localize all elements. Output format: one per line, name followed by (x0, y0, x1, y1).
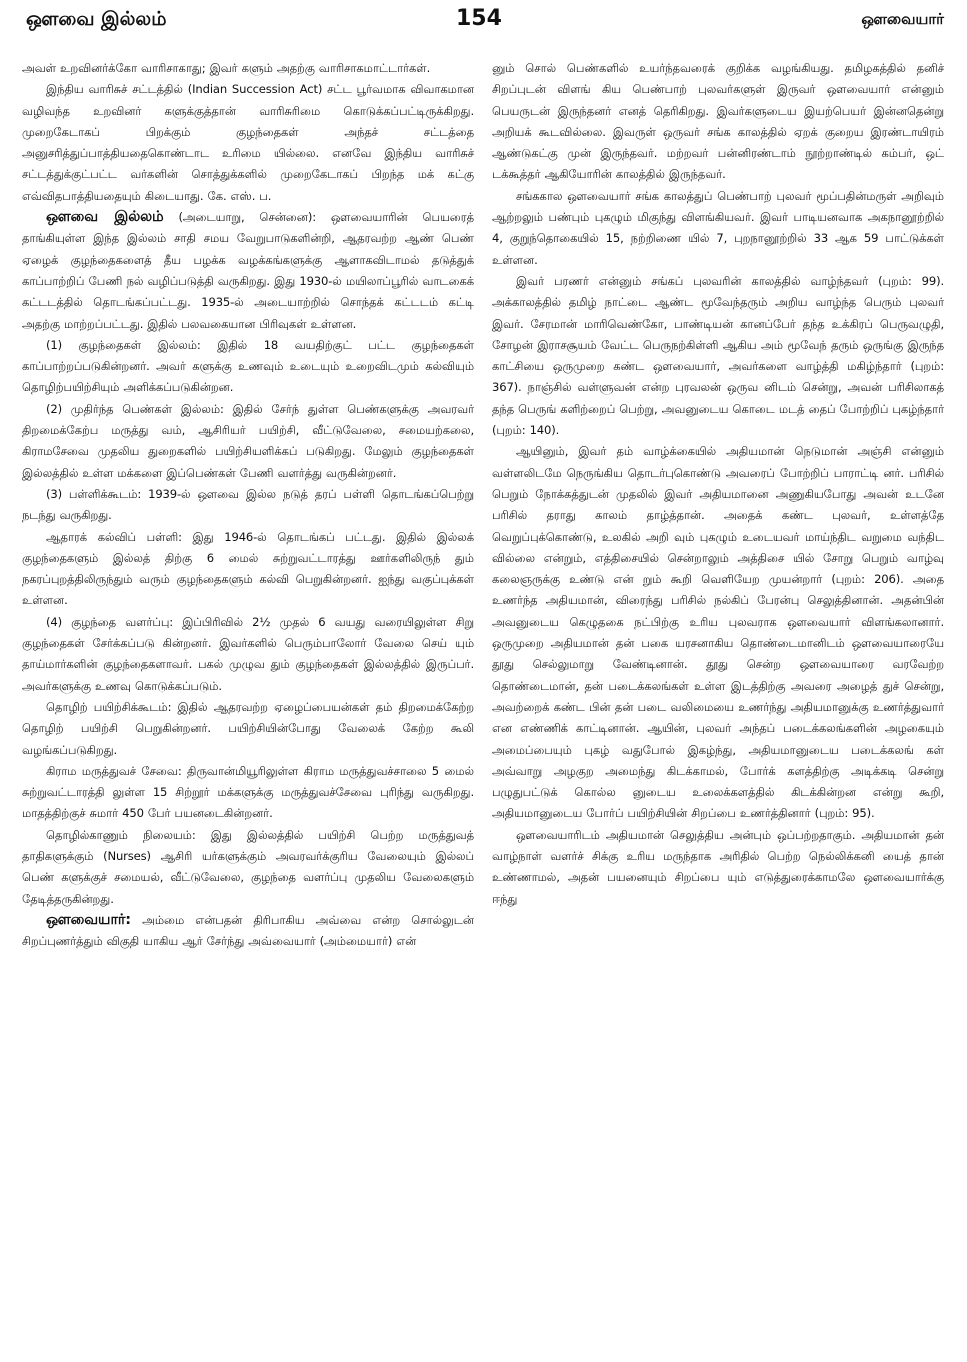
paragraph-text: (3) பள்ளிக்கூடம்: 1939-ல் ஔவை இல்ல நடுத் தரப் பள்ளி தொடங்கப்பெற்று நடந்து வருகிறது. (22, 486, 474, 523)
paragraph-text: இந்திய வாரிசுச் சட்டத்தில் (Indian Succession Act) சட்ட பூர்வமாக விவாகமான வழிவந்த உறவினர் களுக்குத்தான் வாரிசுரிமை கொடுக்கப்பட்டிருக்கிறது. முறைகேடாகப் பிறக்கும் குழந்தைகள் அந்தச் சட்டத்தை அனுசரித்துப்பாத்தியதைகொண்டாட உரிமை யில்லை. எனவே இந்திய வாரிசுச் சட்டத்துக்குட்பட்ட வர்களின் சொத்துக்களில் முறைகேடாகப் பிறந்த மக் கட்கு எவ்விதபாத்தியதையும் கிடையாது. கே. எஸ். ப. (22, 82, 474, 203)
page-header (26, 8, 944, 44)
paragraph (22, 335, 474, 399)
paragraph (22, 910, 474, 953)
paragraph (22, 697, 474, 761)
paragraph-text: (2) முதிர்ந்த பெண்கள் இல்லம்: இதில் சேர்ந் துள்ள பெண்களுக்கு அவரவர் திறமைக்கேற்ப மருத்து வம், ஆசிரியர் பயிற்சி, வீட்டுவேலை, சமையற்கலை, கிராமசேவை முதலிய துறைகளில் பயிற்சியளிக்கப் படுகிறது. மேலும் குழந்தைகள் இல்லத்தில் உள்ள மக்களை இப்பெண்கள் பேணி வளர்த்து வருகின்றனர். (22, 401, 474, 480)
paragraph-text: சங்ககால ஔவையார் சங்க காலத்துப் பெண்பாற் புலவர் மூப்பதின்மருள் அறிவும் ஆற்றலும் பண்பும் புகழும் மிகுந்து விளங்கியவர். இவர் பாடியனவாக அகநானூற்றில் 4, குறுந்தொகையில் 15, நற்றிணை யில் 7, புறநானூற்றில் 33 ஆக 59 பாட்டுக்கள் உள்ளன. (492, 188, 944, 267)
right-column (492, 58, 944, 1350)
entry-heading: ஔவையார்: (46, 911, 131, 928)
paragraph (22, 484, 474, 527)
entry-heading: ஔவை இல்லம் (46, 209, 164, 226)
paragraph (492, 271, 944, 441)
paragraph-text: ஆதாரக் கல்விப் பள்ளி: இது 1946-ல் தொடங்கப் பட்டது. இதில் இல்லக் குழந்தைகளும் இல்லத் திற்கு 6 மைல் சுற்றுவட்டாரத்து ஊர்களிலிருந் தும் நகரப்புறத்திலிருந்தும் வரும் குழந்தைகளும் கல்வி பெறுகின்றனர். ஐந்து வகுப்புக்கள் உள்ளன. (22, 529, 474, 608)
paragraph-text: ஔவையாரிடம் அதியமான் செலுத்திய அன்பும் ஒப்பற்றதாகும். அதியமான் தன் வாழ்நாள் வளர்ச் சிக்கு உரிய மருந்தாக அரிதில் பெற்ற நெல்லிக்கனி யைத் தான் உண்ணாமல், அதன் பயனையும் சிறப்பை யும் எடுத்துரைக்காமலே ஔவையார்க்கு ஈந்து (492, 827, 944, 906)
paragraph (22, 761, 474, 825)
paragraph (22, 399, 474, 484)
paragraph (22, 207, 474, 335)
paragraph (492, 58, 944, 186)
paragraph (22, 527, 474, 612)
paragraph (22, 612, 474, 697)
page-number: 154 (456, 6, 502, 31)
running-head-left: ஔவை இல்லம் (26, 8, 167, 30)
paragraph-text: (4) குழந்தை வளர்ப்பு: இப்பிரிவில் 2½ முதல் 6 வயது வரையிலுள்ள சிறு குழந்தைகள் சேர்க்கப்படு கின்றனர். இவர்களில் பெரும்பாலோர் வேலை செய் யும் தாய்மார்களின் குழந்தைகளாவர். பகல் முழுவ தும் குழந்தைகள் இல்லத்தில் இருப்பர். அவர்களுக்கு உணவு கொடுக்கப்படும். (22, 614, 474, 693)
paragraph-text: அவள் உறவினர்க்கோ வாரிசாகாது; இவர் களும் அதற்கு வாரிசாகமாட்டார்கள். (22, 61, 431, 75)
paragraph-text: தொழில்காணும் நிலையம்: இது இல்லத்தில் பயிற்சி பெற்ற மருத்துவத் தாதிகளுக்கும் (Nurses) ஆசிரி யர்களுக்கும் அவரவர்க்குரிய வேலையும் இல்லப் பெண் களுக்குச் சமையல், வீட்டுவேலை, குழந்தை வளர்ப்பு முதலிய வேலைகளும் தேடித்தருகின்றது. (22, 827, 474, 906)
paragraph-text: தொழிற் பயிற்சிக்கூடம்: இதில் ஆதரவற்ற ஏழைப்பையன்கள் தம் திறமைக்கேற்ற தொழிற் பயிற்சி பெறுகின்றனர். பயிற்சியின்போது வேலைக் கேற்ற கூலி வழங்கப்படுகிறது. (22, 699, 474, 757)
paragraph-text: இவர் பரணர் என்னும் சங்கப் புலவரின் காலத்தில் வாழ்ந்தவர் (புறம்: 99). அக்காலத்தில் தமிழ் நாட்டை ஆண்ட மூவேந்தரும் அறிய வாழ்ந்த பெரும் புலவர் இவர். சேரமான் மாரிவெண்கோ, பாண்டியன் கானப்பேர் தந்த உக்கிரப் பெருவழுதி, சோழன் இராசசூயம் வேட்ட பெருநற்கிள்ளி ஆகிய அம் மூவேந் தரும் ஒருங்கு இருந்த காட்சியை ஒருமுறை கண்ட ஔவையார், அவர்களை வாழ்த்தி மகிழ்ந்தார் (புறம்: 367). நாஞ்சில் வள்ளுவன் என்ற புரவலன் ஒருவ னிடம் சென்று, அவன் பரிசிலாகத் தந்த பெருங் களிற்றைப் பெற்று, அவனுடைய கொடை மடத் தைப் போற்றிப் புகழ்ந்தார் (புறம்: 140). (492, 273, 944, 438)
paragraph (492, 441, 944, 824)
paragraph-text: னும் சொல் பெண்களில் உயர்ந்தவரைக் குறிக்க வழங்கியது. தமிழகத்தில் தனிச் சிறப்புடன் விளங் கிய பெண்பாற் புலவர்களுள் இருவர் ஔவையார் என்னும் பெயருடன் இருந்தனர் எனத் தெரிகிறது. இவர்களுடைய இயற்பெயர் இன்னதென்று அறியக் கூடவில்லை. இவருள் ஒருவர் சங்க காலத்தில் ஏறக் குறைய இரண்டாயிரம் ஆண்டுகட்கு முன் இருந்தவர். மற்றவர் பன்னிரண்டாம் நூற்றாண்டில் கம்பர், ஒட் டக்கூத்தர் ஆகியோரின் காலத்தில் இருந்தவர். (492, 61, 944, 182)
paragraph-text: (அடையாறு, சென்னை): ஔவையாரின் பெயரைத் தாங்கியுள்ள இந்த இல்லம் சாதி சமய வேறுபாடுகளின்றி, ஆதரவற்ற ஆண் பெண் ஏழைக் குழந்தைகளைத் தீய பழக்க வழக்கங்களுக்கு ஆளாகவிடாமல் தடுத்துக் காப்பாற்றிப் பேணி நல் வழிப்படுத்தி வருகிறது. இது 1930-ல் மயிலாப்பூரில் வாடகைக் கட்டடத்தில் தொடங்கப்பட்டது. 1935-ல் அடையாற்றில் சொந்தக் கட்டடம் கட்டி அதற்கு மாற்றப்பட்டது. இதில் பலவகையான பிரிவுகள் உள்ளன. (22, 210, 474, 331)
paragraph (492, 825, 944, 910)
paragraph-text: அம்மை என்பதன் திரிபாகிய அவ்வை என்ற சொல்லுடன் சிறப்புணர்த்தும் விகுதி யாகிய ஆர் சேர்ந்து அவ்வையார் (அம்மையார்) என் (22, 912, 474, 949)
paragraph-text: கிராம மருத்துவச் சேவை: திருவான்மியூரிலுள்ள கிராம மருத்துவச்சாலை 5 மைல் சுற்றுவட்டாரத்தி லுள்ள 15 சிற்றூர் மக்களுக்கு மருத்துவச்சேவை புரிந்து வருகிறது. மாதத்திற்குச் சுமார் 450 பேர் பயனடைகின்றனர். (22, 763, 474, 821)
paragraph (22, 58, 474, 79)
paragraph (22, 79, 474, 207)
paragraph-text: ஆயினும், இவர் தம் வாழ்க்கையில் அதியமான் நெடுமான் அஞ்சி என்னும் வள்ளலிடமே நெருங்கிய தொடர்புகொண்டு அவரைப் போற்றிப் பாராட்டி னர். பரிசில் பெறும் நோக்கத்துடன் முதலில் இவர் அதியமானை அணுகியபோது அவன் உடனே பரிசில் தராது காலம் தாழ்த்தான். அதைக் கண்ட புலவர், உள்ளத்தே வெறுப்புக்கொண்டு, உலகில் அறி வும் புகழும் உடையவர் மாய்ந்திட வறுமை வந்திட வில்லை என்றும், எத்திசையில் சென்றாலும் அத்திசை யில் சோறு பெறும் வாழ்வு கலைஞருக்கு உண்டு என் றும் கூறி வெளியேற முயன்றார் (புறம்: 206). அதை உணர்ந்த அதியமான், விரைந்து பரிசில் நல்கிப் பேரன்பு செலுத்தினான். அதன்பின் அவனுடைய கெழுதகை நட்பிற்கு உரிய புலவராக ஔவையார் விளங்கலானார். ஒருமுறை அதியமான் தன் பகை யரசனாகிய தொண்டைமானிடம் ஔவையாரையே தூது செல்லுமாறு வேண்டினான். தூது சென்ற ஔவையாரை வரவேற்ற தொண்டைமான், தன் படைக்கலங்கள் உள்ள இடத்திற்கு அவரை அழைத் துச் சென்று, அவற்றைக் கண்ட பின் தன் படை வலிமையை உணர்ந்து அதியமானுக்கு உணர்த்துவார் என எண்ணிக் காட்டினான். ஆயின், புலவர் அந்தப் படைக்கலங்களின் அழகையும் அமைப்பையும் புகழ் வதுபோல் இகழ்ந்து, அதியமானுடைய படைக்கலங் கள் அவ்வாறு அழகுற அமைந்து கிடக்காமல், போர்க் களத்திற்கு அடிக்கடி சென்று பழுதுபட்டுக் கொல்ல னுடைய உலைக்களத்தில் கிடக்கின்றன என்று கூறி, அதியமானுடைய போர்ப் பயிற்சியின் சிறப்பை உணர்த்தினார் (புறம்: 95). (492, 444, 944, 821)
paragraph-text: (1) குழந்தைகள் இல்லம்: இதில் 18 வயதிற்குட் பட்ட குழந்தைகள் காப்பாற்றப்படுகின்றனர். அவர் களுக்கு உணவும் உடையும் உறைவிடமும் கல்வியும் தொழிற்பயிற்சியும் அளிக்கப்படுகின்றன. (22, 337, 474, 395)
paragraph (22, 825, 474, 910)
paragraph (492, 186, 944, 271)
left-column (22, 58, 474, 1350)
running-head-right: ஔவையார் (861, 10, 944, 28)
